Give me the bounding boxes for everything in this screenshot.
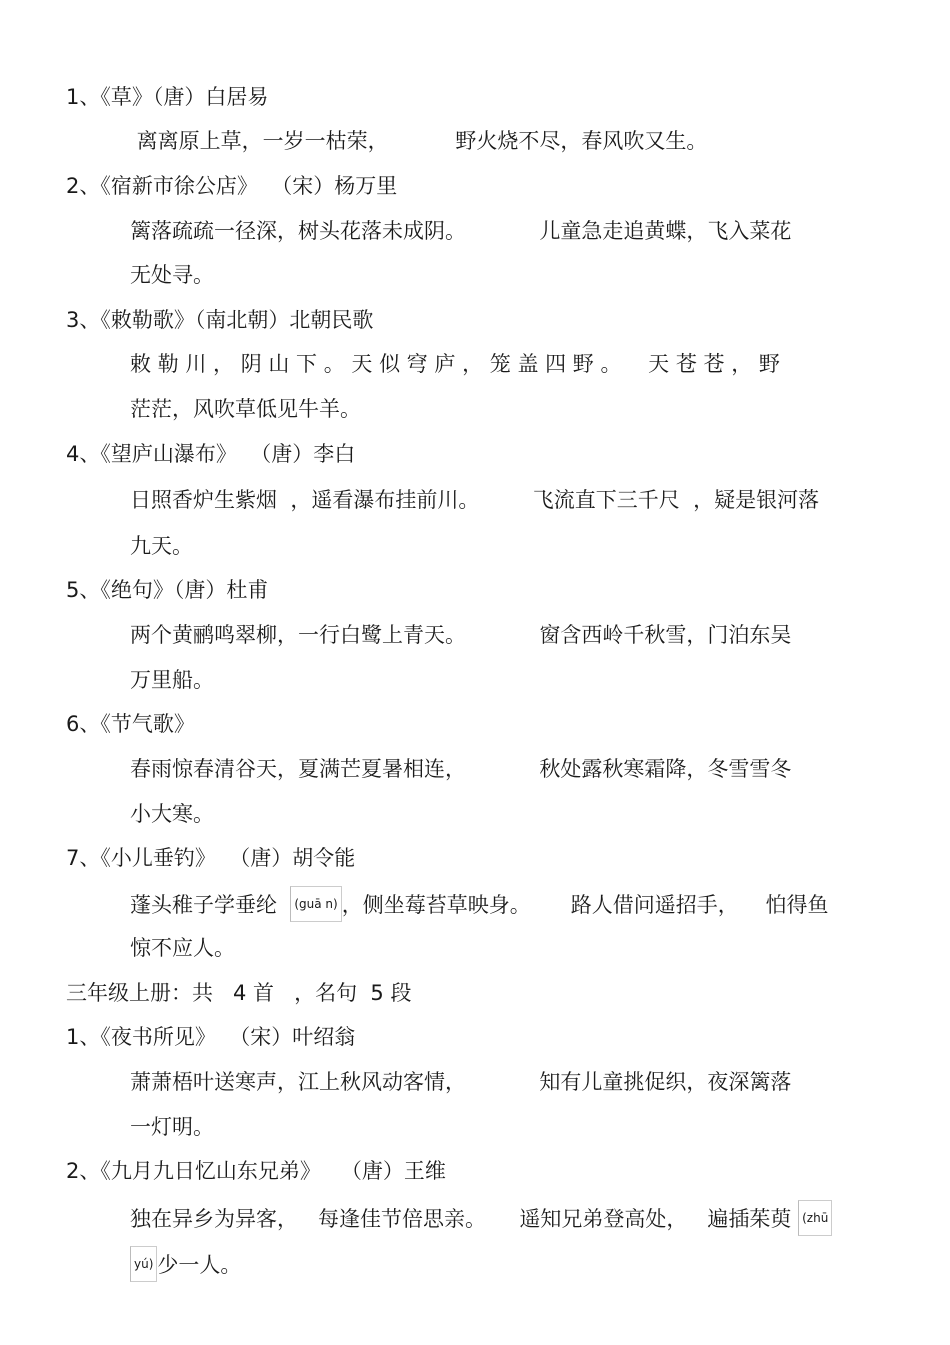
poem-line: 日照香炉生紫烟 ，遥看瀑布挂前川。 飞流直下三千尺 ，疑是银河落 bbox=[130, 488, 820, 512]
poem-line: 篱落疏疏一径深，树头花落未成阴。 儿童急走追黄蝶，飞入菜花 bbox=[130, 219, 792, 243]
poem-text: 少一人。 bbox=[157, 1253, 242, 1277]
poem-line: 九天。 bbox=[130, 534, 193, 558]
poem-heading: 1、《夜书所见》 （宋）叶绍翁 bbox=[66, 1025, 356, 1049]
poem-line bbox=[130, 1248, 241, 1284]
poem-line: 小大寒。 bbox=[130, 802, 214, 826]
poem-line bbox=[130, 888, 828, 924]
poem-heading: 7、《小儿垂钓》 （唐）胡令能 bbox=[66, 846, 356, 870]
poem-line: 春雨惊春清谷天，夏满芒夏暑相连， 秋处露秋寒霜降，冬雪雪冬 bbox=[130, 757, 792, 781]
poem-line: 敕 勒 川 ， 阴 山 下 。 天 似 穹 庐 ， 笼 盖 四 野 。 天 苍 苍 ， 野 bbox=[130, 352, 780, 376]
poem-line: 萧萧梧叶送寒声，江上秋风动客情， 知有儿童挑促织，夜深篱落 bbox=[130, 1070, 792, 1094]
poem-line: 两个黄鹂鸣翠柳，一行白鹭上青天。 窗含西岭千秋雪，门泊东吴 bbox=[130, 623, 792, 647]
poem-line: 离离原上草，一岁一枯荣， 野火烧不尽，春风吹又生。 bbox=[130, 129, 708, 153]
pinyin-annotation: yú) bbox=[130, 1246, 157, 1282]
poem-heading: 5、《绝句》（唐）杜甫 bbox=[66, 578, 269, 602]
poem-heading: 三年级上册：共 4 首 ，名句 5 段 bbox=[66, 981, 412, 1005]
poem-heading: 3、《敕勒歌》（南北朝）北朝民歌 bbox=[66, 308, 374, 332]
poem-line: 一灯明。 bbox=[130, 1115, 214, 1139]
poem-heading: 1、《草》（唐）白居易 bbox=[66, 85, 269, 109]
poem-heading: 4、《望庐山瀑布》 （唐）李白 bbox=[66, 442, 356, 466]
poem-line: 惊不应人。 bbox=[130, 936, 235, 960]
poem-line: 无处寻。 bbox=[130, 263, 214, 287]
poem-heading: 2、《宿新市徐公店》 （宋）杨万里 bbox=[66, 174, 398, 198]
poem-text: ，侧坐莓苔草映身。 路人借问遥招手， 怕得鱼 bbox=[341, 893, 829, 917]
poem-line: 茫茫，风吹草低见牛羊。 bbox=[130, 397, 361, 421]
poem-text: 独在异乡为异客， 每逢佳节倍思亲。 遥知兄弟登高处， 遍插茱萸 bbox=[130, 1207, 799, 1231]
poem-heading: 2、《九月九日忆山东兄弟》 （唐）王维 bbox=[66, 1159, 446, 1183]
pinyin-annotation: (guā n) bbox=[290, 886, 341, 922]
poem-line bbox=[130, 1202, 832, 1238]
poem-text: 蓬头稚子学垂纶 bbox=[130, 893, 291, 917]
poem-heading: 6、《节气歌》 bbox=[66, 712, 195, 736]
poem-line: 万里船。 bbox=[130, 668, 214, 692]
pinyin-annotation: (zhū bbox=[798, 1200, 832, 1236]
